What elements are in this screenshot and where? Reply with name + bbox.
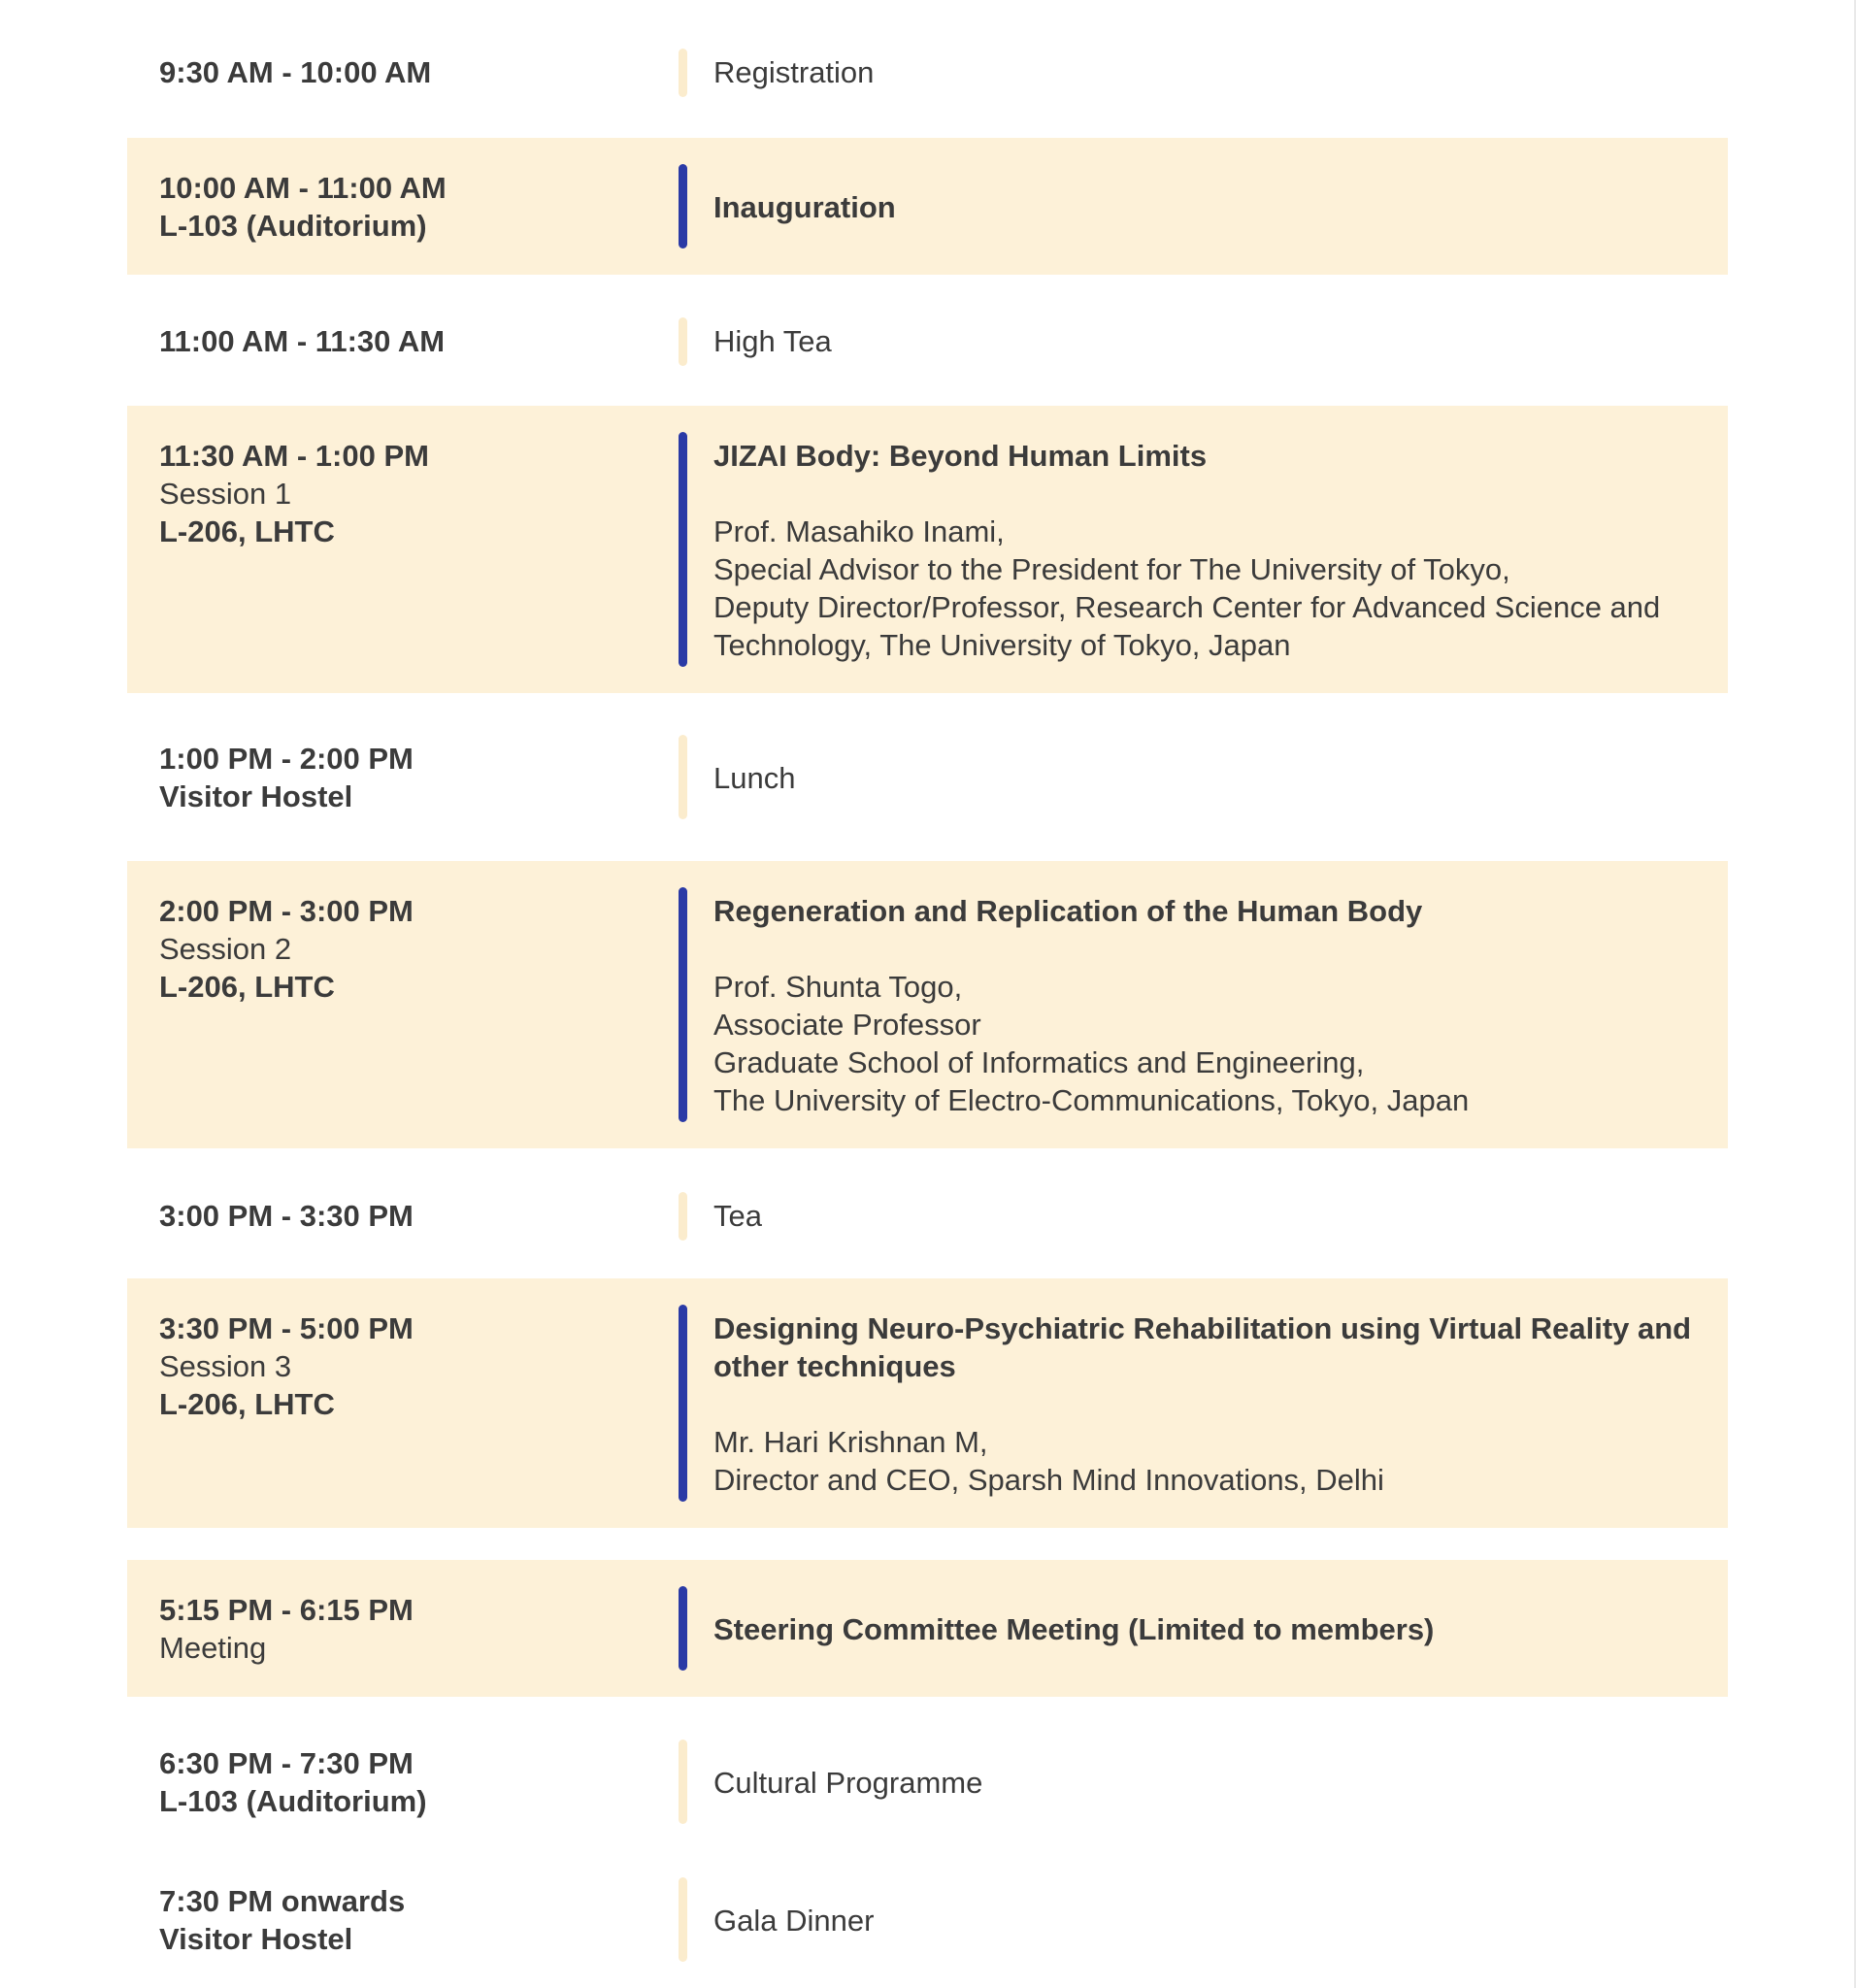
speaker-line: Graduate School of Informatics and Engineering, xyxy=(713,1045,1365,1079)
schedule-row xyxy=(127,29,1728,118)
time-range: 2:00 PM - 3:00 PM xyxy=(159,894,414,928)
time-range: 6:30 PM - 7:30 PM xyxy=(159,1746,414,1780)
venue: Visitor Hostel xyxy=(159,779,353,813)
activity-label: Registration xyxy=(713,55,875,89)
speaker-line: Technology, The University of Tokyo, Japan xyxy=(713,628,1291,662)
venue: L-206, LHTC xyxy=(159,1387,335,1421)
session-label: Meeting xyxy=(159,1631,267,1665)
session-label: Session 1 xyxy=(159,477,292,511)
session-title: Regeneration and Replication of the Human Body xyxy=(713,894,1423,928)
activity-label: High Tea xyxy=(713,324,832,358)
time-slot xyxy=(159,322,664,360)
schedule-row xyxy=(127,723,1728,840)
time-range: 3:30 PM - 5:00 PM xyxy=(159,1311,414,1345)
activity xyxy=(713,1197,1694,1235)
divider-bar xyxy=(679,49,687,97)
activity-title: Inauguration xyxy=(713,190,896,224)
speaker-line: Special Advisor to the President for The University of Tokyo, xyxy=(713,552,1510,586)
activity xyxy=(713,759,1694,797)
activity xyxy=(713,188,1694,226)
divider-bar xyxy=(679,1305,687,1502)
time-range: 1:00 PM - 2:00 PM xyxy=(159,742,414,776)
divider-bar xyxy=(679,887,687,1122)
schedule-row xyxy=(127,406,1728,693)
schedule-row xyxy=(127,1866,1728,1982)
venue: L-103 (Auditorium) xyxy=(159,209,427,243)
activity xyxy=(713,1764,1694,1802)
time-range: 7:30 PM onwards xyxy=(159,1884,406,1918)
divider-bar xyxy=(679,1192,687,1241)
activity-label: Gala Dinner xyxy=(713,1904,875,1938)
divider-bar xyxy=(679,164,687,248)
schedule-row xyxy=(127,298,1728,387)
schedule-row xyxy=(127,1728,1728,1844)
time-slot xyxy=(159,1744,664,1820)
venue: L-206, LHTC xyxy=(159,970,335,1004)
divider-bar xyxy=(679,432,687,667)
time-range: 3:00 PM - 3:30 PM xyxy=(159,1199,414,1233)
activity xyxy=(713,1902,1694,1939)
venue: L-206, LHTC xyxy=(159,514,335,548)
time-slot xyxy=(159,1882,664,1958)
activity-title: Steering Committee Meeting (Limited to members) xyxy=(713,1612,1435,1646)
speaker-line: Deputy Director/Professor, Research Center for Advanced Science and xyxy=(713,590,1661,624)
divider-bar xyxy=(679,735,687,819)
time-slot xyxy=(159,1309,664,1423)
divider-bar xyxy=(679,1740,687,1824)
schedule-row xyxy=(127,861,1728,1148)
time-slot xyxy=(159,892,664,1006)
divider-bar xyxy=(679,1877,687,1962)
schedule-row xyxy=(127,1560,1728,1697)
session-label: Session 2 xyxy=(159,932,292,966)
session-details xyxy=(713,1309,1694,1499)
time-range: 10:00 AM - 11:00 AM xyxy=(159,171,447,205)
speaker-line: Prof. Shunta Togo, xyxy=(713,970,963,1004)
venue: L-103 (Auditorium) xyxy=(159,1784,427,1818)
time-slot xyxy=(159,169,664,245)
time-range: 9:30 AM - 10:00 AM xyxy=(159,55,432,89)
speaker-line: Mr. Hari Krishnan M, xyxy=(713,1425,988,1459)
session-title-line: other techniques xyxy=(713,1349,956,1383)
speaker-line: Director and CEO, Sparsh Mind Innovations, Delhi xyxy=(713,1463,1384,1497)
time-slot xyxy=(159,437,664,550)
time-slot xyxy=(159,53,664,91)
session-title-line: Designing Neuro-Psychiatric Rehabilitation using Virtual Reality and xyxy=(713,1311,1692,1345)
activity-label: Tea xyxy=(713,1199,762,1233)
divider-bar xyxy=(679,317,687,366)
time-slot xyxy=(159,740,664,815)
time-slot xyxy=(159,1591,664,1667)
session-title: JIZAI Body: Beyond Human Limits xyxy=(713,439,1208,473)
session-details xyxy=(713,892,1694,1119)
activity-label: Cultural Programme xyxy=(713,1766,983,1800)
time-range: 11:00 AM - 11:30 AM xyxy=(159,324,446,358)
time-range: 5:15 PM - 6:15 PM xyxy=(159,1593,414,1627)
session-details xyxy=(713,437,1694,664)
speaker-line: The University of Electro-Communications, Tokyo, Japan xyxy=(713,1083,1470,1117)
divider-bar xyxy=(679,1586,687,1671)
activity-label: Lunch xyxy=(713,761,796,795)
time-slot xyxy=(159,1197,664,1235)
schedule-row xyxy=(127,1171,1728,1260)
activity xyxy=(713,53,1694,91)
time-range: 11:30 AM - 1:00 PM xyxy=(159,439,429,473)
venue: Visitor Hostel xyxy=(159,1922,353,1956)
schedule-row xyxy=(127,1278,1728,1528)
activity xyxy=(713,322,1694,360)
speaker-line: Associate Professor xyxy=(713,1008,981,1042)
activity xyxy=(713,1610,1694,1648)
schedule-row xyxy=(127,138,1728,275)
speaker-line: Prof. Masahiko Inami, xyxy=(713,514,1005,548)
session-label: Session 3 xyxy=(159,1349,292,1383)
